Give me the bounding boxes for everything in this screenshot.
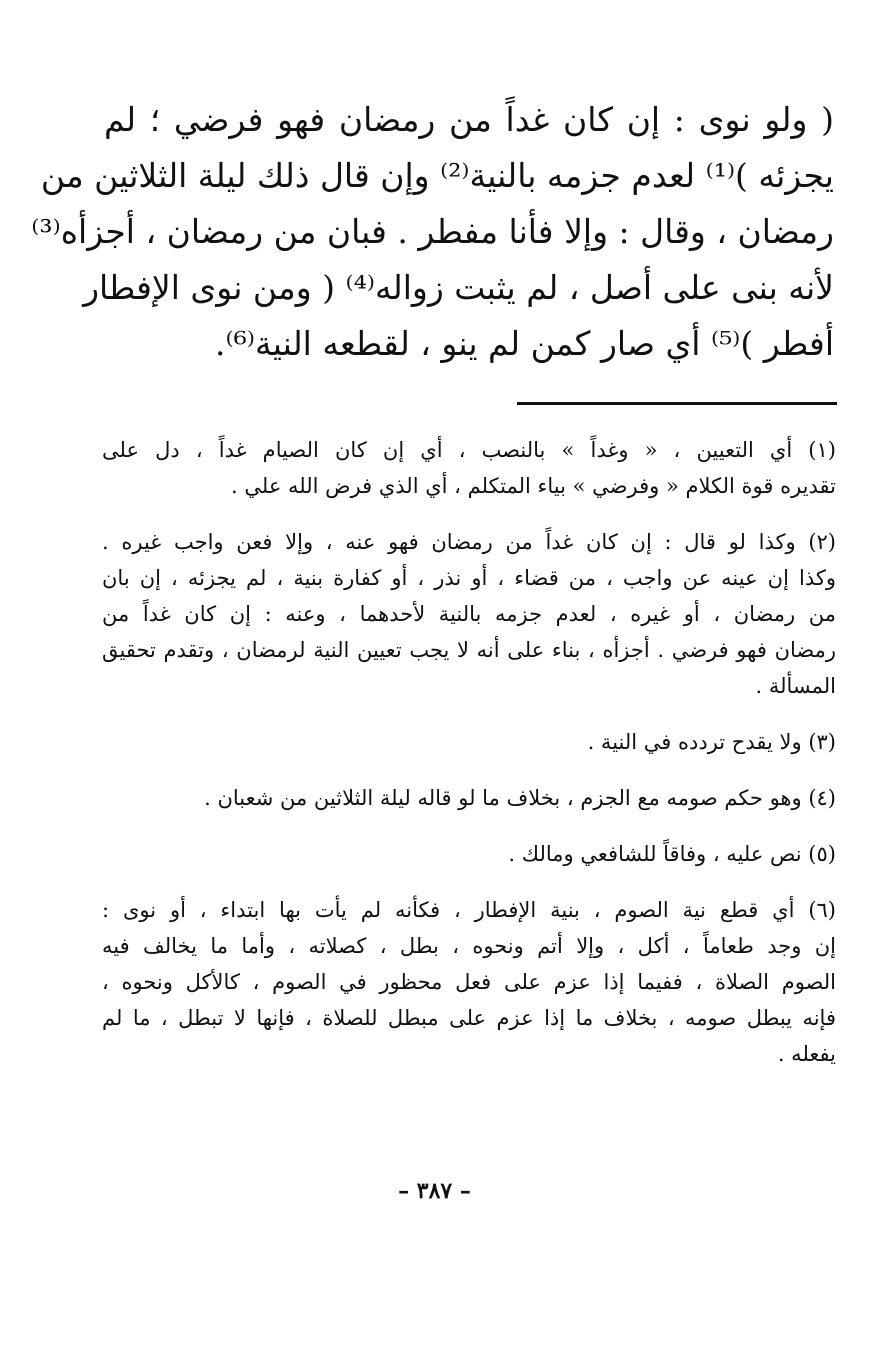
footnote-6 [102,892,836,1072]
main-text-line: ( ولو نوى : إن كان غداً من رمضان فهو فرضي ؛ لم [104,100,834,139]
footnote-2 [102,524,836,704]
footnote-line: تقديره قوة الكلام « وفرضي » بياء المتكلم ، أي الذي فرض الله علي . [231,474,836,498]
footnote-separator [517,402,837,405]
footnote-line: (٤) وهو حكم صومه مع الجزم ، بخلاف ما لو قاله ليلة الثلاثين من شعبان . [204,786,836,810]
footnote-5 [102,836,836,872]
main-text-line: أفطر )⁽⁵⁾ أي صار كمن لم ينو ، لقطعه النية⁽⁶⁾. [215,324,834,363]
main-text [31,92,834,372]
footnote-line: (٦) أي قطع نية الصوم ، بنية الإفطار ، فكأنه لم يأت بها ابتداء ، أو نوى : [102,898,836,922]
footnotes [102,432,836,1092]
footnote-line: (٣) ولا يقدح تردده في النية . [587,730,836,754]
page-number: – ٣٨٧ – [398,1178,471,1204]
footnote-line: (٥) نص عليه ، وفاقاً للشافعي ومالك . [508,842,836,866]
main-text-line: يجزئه )⁽¹⁾ لعدم جزمه بالنية⁽²⁾ وإن قال ذلك ليلة الثلاثين من [40,156,834,195]
footnote-line: من رمضان ، أو غيره ، لعدم جزمه بالنية لأحدهما ، وعنه : إن كان غداً من [102,602,836,626]
footnote-line: (١) أي التعيين ، « وغداً » بالنصب ، أي إن كان الصيام غداً ، دل على [102,438,836,462]
footnote-4 [102,780,836,816]
footnote-3 [102,724,836,760]
footnote-line: الصوم الصلاة ، ففيما إذا عزم على فعل محظور في الصوم ، كالأكل ونحوه ، [102,970,836,994]
footnote-line: رمضان فهو فرضي . أجزأه ، بناء على أنه لا يجب تعيين النية لرمضان ، وتقدم تحقيق [102,638,836,662]
footnote-line: (٢) وكذا لو قال : إن كان غداً من رمضان فهو عنه ، وإلا فعن واجب غيره . [102,530,836,554]
main-text-line: لأنه بنى على أصل ، لم يثبت زواله⁽⁴⁾ ( ومن نوى الإفطار [83,268,834,307]
footnote-line: إن وجد طعاماً ، أكل ، وإلا أتم ونحوه ، بطل ، كصلاته ، وأما ما يخالف فيه [102,934,836,958]
footnote-line: فإنه يبطل صومه ، بخلاف ما إذا عزم على مبطل للصلاة ، فإنها لا تبطل ، ما لم [102,1006,836,1030]
footnote-line: وكذا إن عينه عن واجب ، من قضاء ، أو نذر ، أو كفارة بنية ، لم يجزئه ، إن بان [102,566,836,590]
footnote-line: المسألة . [755,674,836,698]
footnote-1 [102,432,836,504]
main-text-line: رمضان ، وقال : وإلا فأنا مفطر . فبان من رمضان ، أجزأه⁽³⁾ [31,212,834,251]
footnote-line: يفعله . [777,1042,836,1066]
